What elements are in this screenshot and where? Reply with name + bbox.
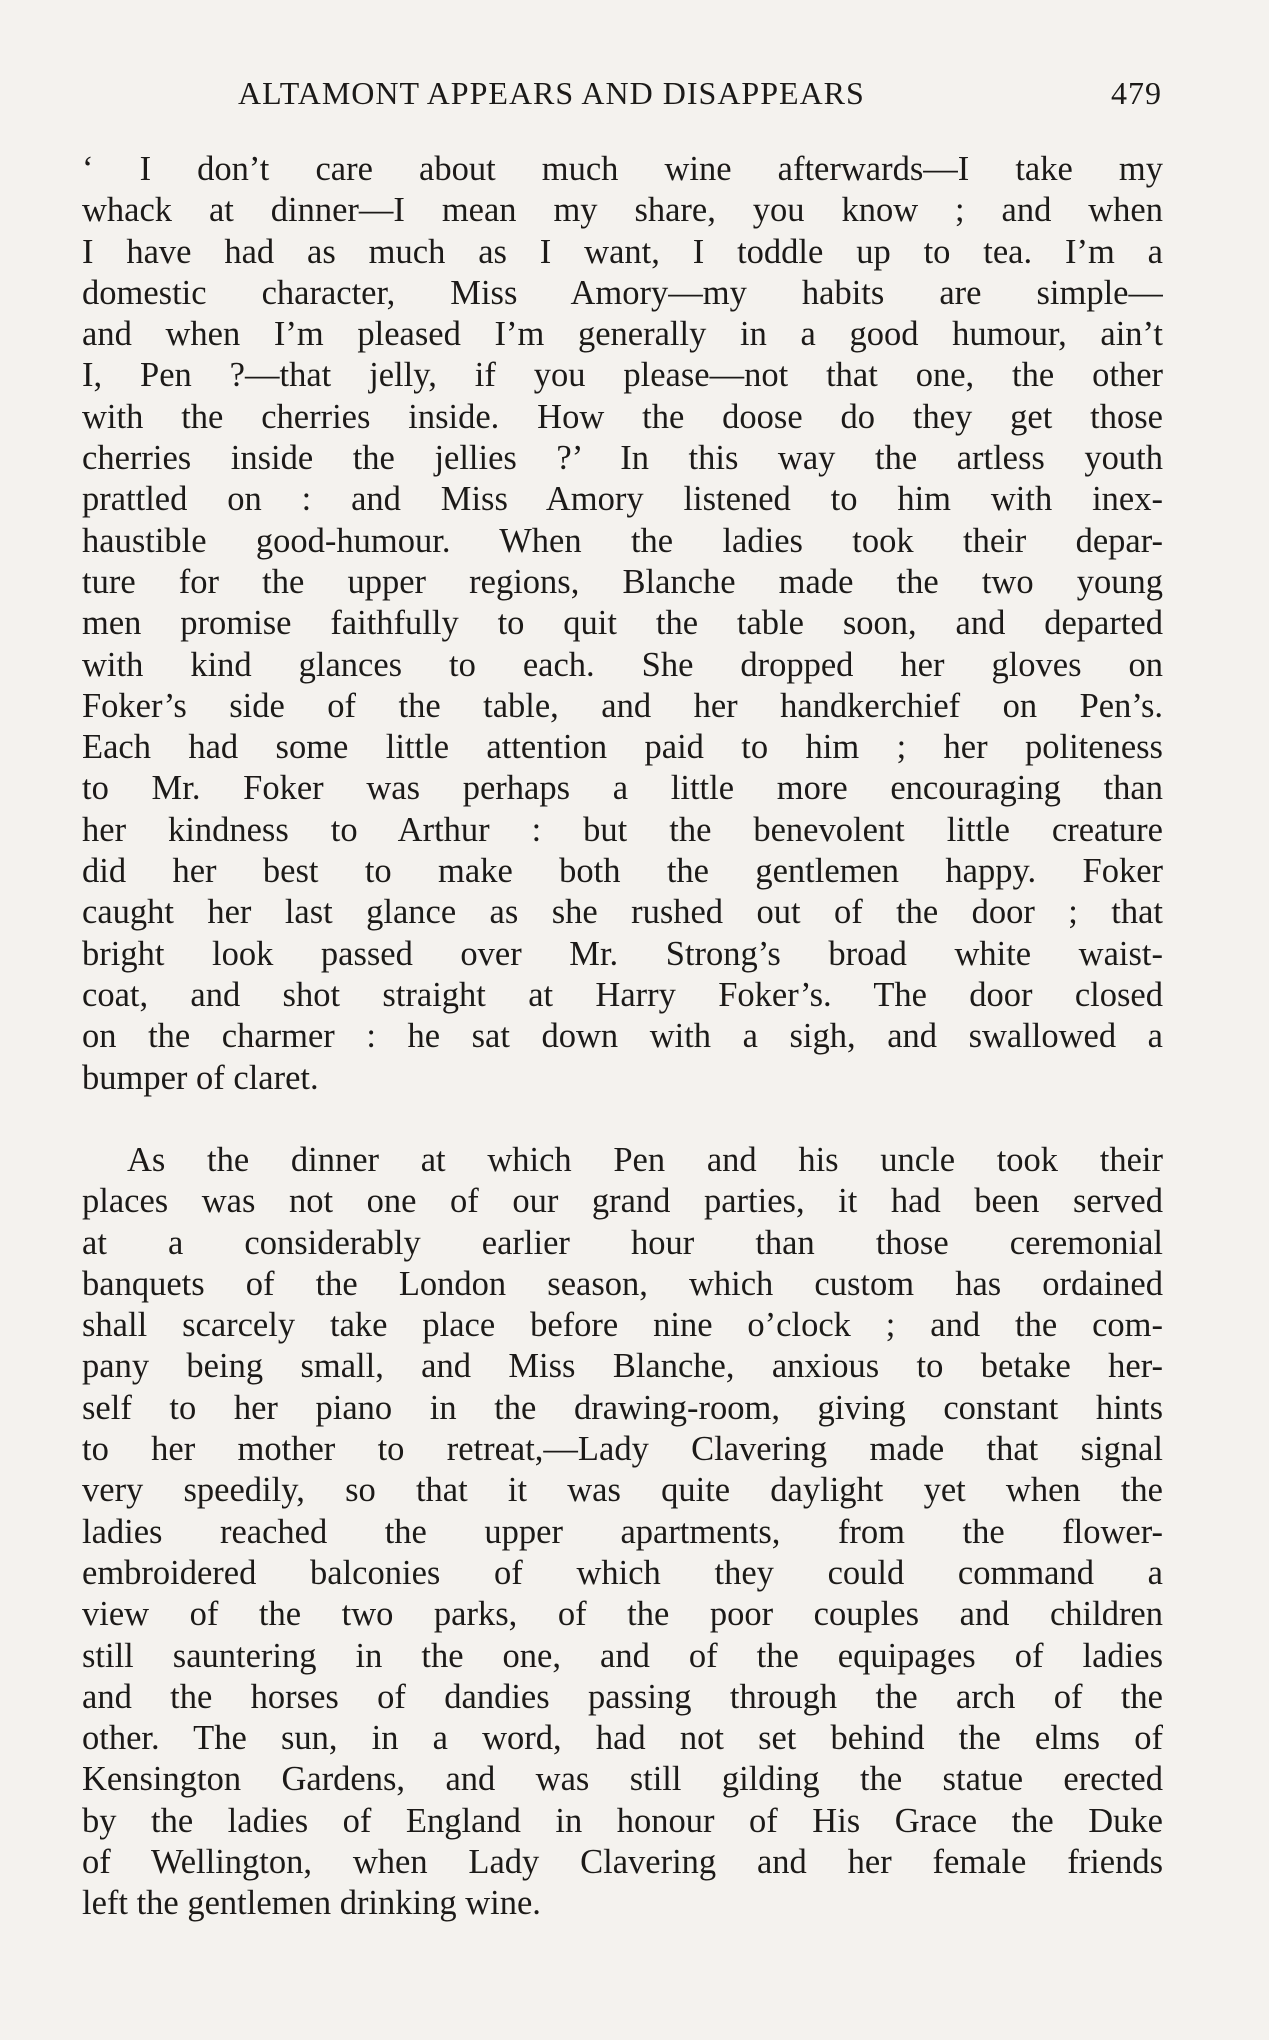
text-line: prattled on : and Miss Amory listened to him with inex- [82,480,1163,519]
text-line: men promise faithfully to quit the table soon, and departed [82,604,1163,643]
text-line: ladies reached the upper apartments, from the flower- [82,1512,1163,1551]
text-line: of Wellington, when Lady Clavering and her female friends [82,1843,1163,1882]
text-line: haustible good-humour. When the ladies took their depar- [82,521,1163,560]
text-line: on the charmer : he sat down with a sigh, and swallowed a [82,1017,1163,1056]
text-line: with kind glances to each. She dropped her gloves on [82,645,1163,684]
text-line: places was not one of our grand parties, it had been served [82,1182,1163,1221]
text-line: did her best to make both the gentlemen happy. Foker [82,852,1163,891]
page-number: 479 [1111,75,1162,111]
text-line: and when I’m pleased I’m generally in a good humour, ain’t [82,315,1163,354]
text-line: As the dinner at which Pen and his uncle took their [127,1141,1163,1179]
text-line: other. The sun, in a word, had not set behind the elms of [82,1719,1163,1758]
running-head [238,68,1162,118]
text-line: to her mother to retreat,—Lady Clavering made that signal [82,1430,1163,1469]
text-line: bright look passed over Mr. Strong’s broad white waist- [82,934,1163,973]
text-line: and the horses of dandies passing through the arch of the [82,1677,1163,1716]
text-line: coat, and shot straight at Harry Foker’s. The door closed [82,975,1163,1014]
text-line: very speedily, so that it was quite daylight yet when the [82,1471,1163,1510]
paragraph [82,1140,1163,1925]
text-line: whack at dinner—I mean my share, you know ; and when [82,191,1163,230]
text-line: ture for the upper regions, Blanche made the two young [82,562,1163,601]
text-line: ‘ I don’t care about much wine afterwards—I take my [82,150,1163,188]
text-line: Kensington Gardens, and was still gilding the statue erected [82,1760,1163,1799]
paragraph [82,149,1163,1099]
text-line: left the gentlemen drinking wine. [82,1884,541,1923]
text-line: embroidered balconies of which they could command a [82,1553,1163,1592]
text-line: to Mr. Foker was perhaps a little more encouraging than [82,769,1163,808]
text-line: at a considerably earlier hour than those ceremonial [82,1223,1163,1262]
text-line: bumper of claret. [82,1058,319,1097]
chapter-title: ALTAMONT APPEARS AND DISAPPEARS [238,75,865,111]
text-line: banquets of the London season, which custom has ordained [82,1264,1163,1303]
text-line: I have had as much as I want, I toddle up to tea. I’m a [82,232,1163,271]
text-line: by the ladies of England in honour of His Grace the Duke [82,1801,1163,1840]
text-line: Each had some little attention paid to him ; her politeness [82,728,1163,767]
text-line: I, Pen ?—that jelly, if you please—not that one, the other [82,356,1163,395]
text-line: with the cherries inside. How the doose do they get those [82,397,1163,436]
text-line: her kindness to Arthur : but the benevolent little creature [82,810,1163,849]
text-line: cherries inside the jellies ?’ In this way the artless youth [82,439,1163,478]
text-line: pany being small, and Miss Blanche, anxious to betake her- [82,1347,1163,1386]
text-line: domestic character, Miss Amory—my habits are simple— [82,273,1163,312]
text-line: Foker’s side of the table, and her handkerchief on Pen’s. [82,686,1163,725]
text-line: still sauntering in the one, and of the equipages of ladies [82,1636,1163,1675]
text-line: self to her piano in the drawing-room, giving constant hints [82,1388,1163,1427]
text-line: caught her last glance as she rushed out of the door ; that [82,893,1163,932]
text-line: shall scarcely take place before nine o’clock ; and the com- [82,1306,1163,1345]
text-line: view of the two parks, of the poor couples and children [82,1595,1163,1634]
